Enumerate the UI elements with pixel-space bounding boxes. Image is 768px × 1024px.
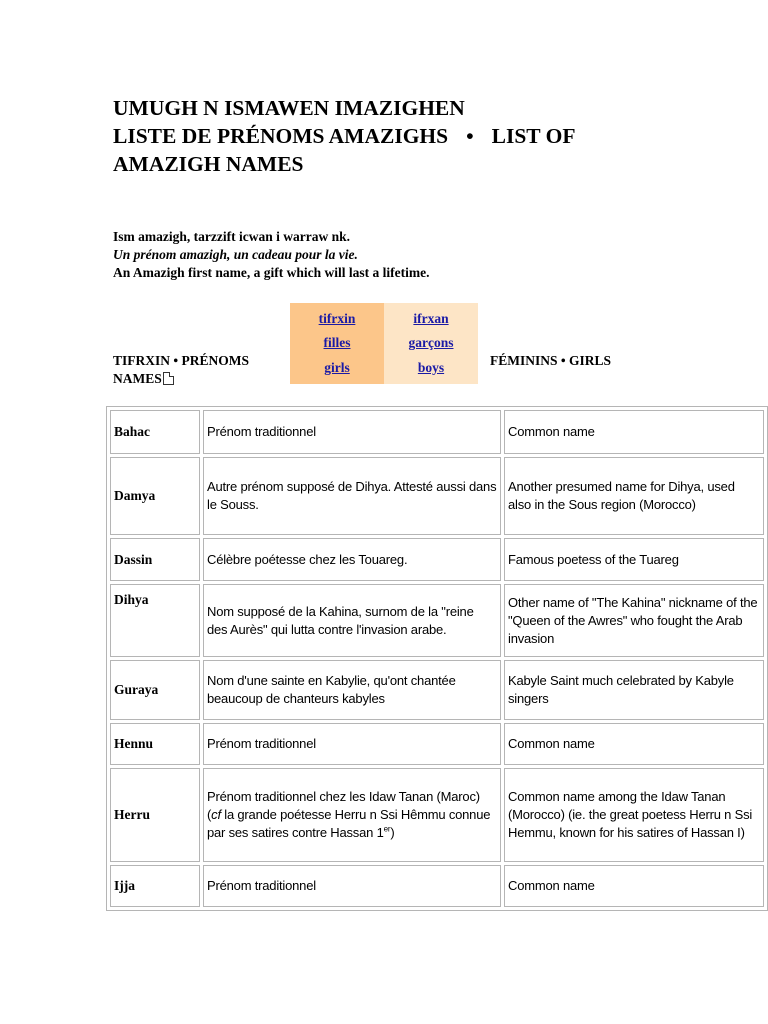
page-title: [113, 94, 673, 178]
title-separator: •: [466, 124, 474, 148]
table-row: [110, 865, 764, 907]
table-row: [110, 457, 764, 535]
english-description: Common name: [504, 410, 764, 454]
section-heading-line-1: TIFRXIN • PRÉNOMS: [113, 353, 249, 368]
english-description: Another presumed name for Dihya, used also in the Sous region (Morocco): [504, 457, 764, 535]
title-english: LIST OF: [491, 124, 576, 148]
french-description: Nom d'une sainte en Kabylie, qu'ont chantée beaucoup de chanteurs kabyles: [203, 660, 501, 720]
title-line-1: UMUGH N ISMAWEN IMAZIGHEN: [113, 96, 465, 120]
english-description: Famous poetess of the Tuareg: [504, 538, 764, 581]
english-description: Common name: [504, 723, 764, 765]
table-row: [110, 660, 764, 720]
table-row: [110, 723, 764, 765]
title-french: LISTE DE PRÉNOMS AMAZIGHS: [113, 124, 449, 148]
nav-link-filles[interactable]: filles: [323, 335, 351, 351]
intro-english: An Amazigh first name, a gift which will last a lifetime.: [113, 265, 430, 280]
english-description: Common name among the Idaw Tanan (Morocco) (ie. the great poetess Herru n Ssi Hemmu, known for his satires of Hassan I): [504, 768, 764, 862]
nav-link-ifrxan[interactable]: ifrxan: [413, 311, 449, 327]
table-row: [110, 584, 764, 657]
french-text-cf: cf: [211, 807, 221, 822]
name-cell: Dassin: [110, 538, 200, 581]
name-cell: Damya: [110, 457, 200, 535]
title-line-2: [113, 122, 673, 150]
french-description: Prénom traditionnel: [203, 723, 501, 765]
french-text-part: Prénom traditionnel chez les Idaw Tanan (Maroc) (: [207, 789, 480, 822]
name-cell: Guraya: [110, 660, 200, 720]
nav-link-garcons[interactable]: garçons: [408, 335, 454, 351]
document-icon[interactable]: [163, 372, 174, 385]
french-description: Prénom traditionnel: [203, 410, 501, 454]
french-description: [203, 768, 501, 862]
french-text-part: ): [390, 825, 395, 840]
intro-french: Un prénom amazigh, un cadeau pour la vie.: [113, 247, 358, 262]
name-cell: Herru: [110, 768, 200, 862]
table-row: [110, 768, 764, 862]
french-text-part: la grande poétesse Herru n Ssi Hêmmu connue par ses satires contre Hassan 1: [207, 807, 491, 840]
name-cell: Dihya: [110, 584, 200, 657]
french-text-superscript: er: [383, 824, 391, 834]
nav-link-girls[interactable]: girls: [324, 359, 350, 375]
english-description: Other name of "The Kahina" nickname of the "Queen of the Awres" who fought the Arab invasion: [504, 584, 764, 657]
table-row: [110, 538, 764, 581]
french-description: Autre prénom supposé de Dihya. Attesté aussi dans le Souss.: [203, 457, 501, 535]
table-row: [110, 410, 764, 454]
english-description: Kabyle Saint much celebrated by Kabyle singers: [504, 660, 764, 720]
name-cell: Ijja: [110, 865, 200, 907]
section-heading-names: NAMES: [113, 371, 162, 386]
name-cell: Hennu: [110, 723, 200, 765]
nav-masculine-column: [384, 303, 478, 384]
name-cell: Bahac: [110, 410, 200, 454]
french-description: Célèbre poétesse chez les Touareg.: [203, 538, 501, 581]
section-heading-right: FÉMININS • GIRLS: [490, 353, 611, 368]
french-description: Nom supposé de la Kahina, surnom de la "reine des Aurès" qui lutta contre l'invasion arabe.: [203, 584, 501, 657]
intro-amazigh: Ism amazigh, tarzzift icwan i warraw nk.: [113, 229, 350, 244]
nav-link-boys[interactable]: boys: [417, 359, 445, 375]
section-heading-left: [113, 352, 249, 388]
gender-nav: [290, 303, 478, 384]
title-line-3: AMAZIGH NAMES: [113, 152, 304, 176]
english-description: Common name: [504, 865, 764, 907]
nav-feminine-column: [290, 303, 384, 384]
section-heading-line-2: [113, 370, 249, 388]
intro-block: [113, 228, 429, 282]
nav-link-tifrxin[interactable]: tifrxin: [318, 311, 356, 327]
french-description: Prénom traditionnel: [203, 865, 501, 907]
names-table: [106, 406, 768, 911]
